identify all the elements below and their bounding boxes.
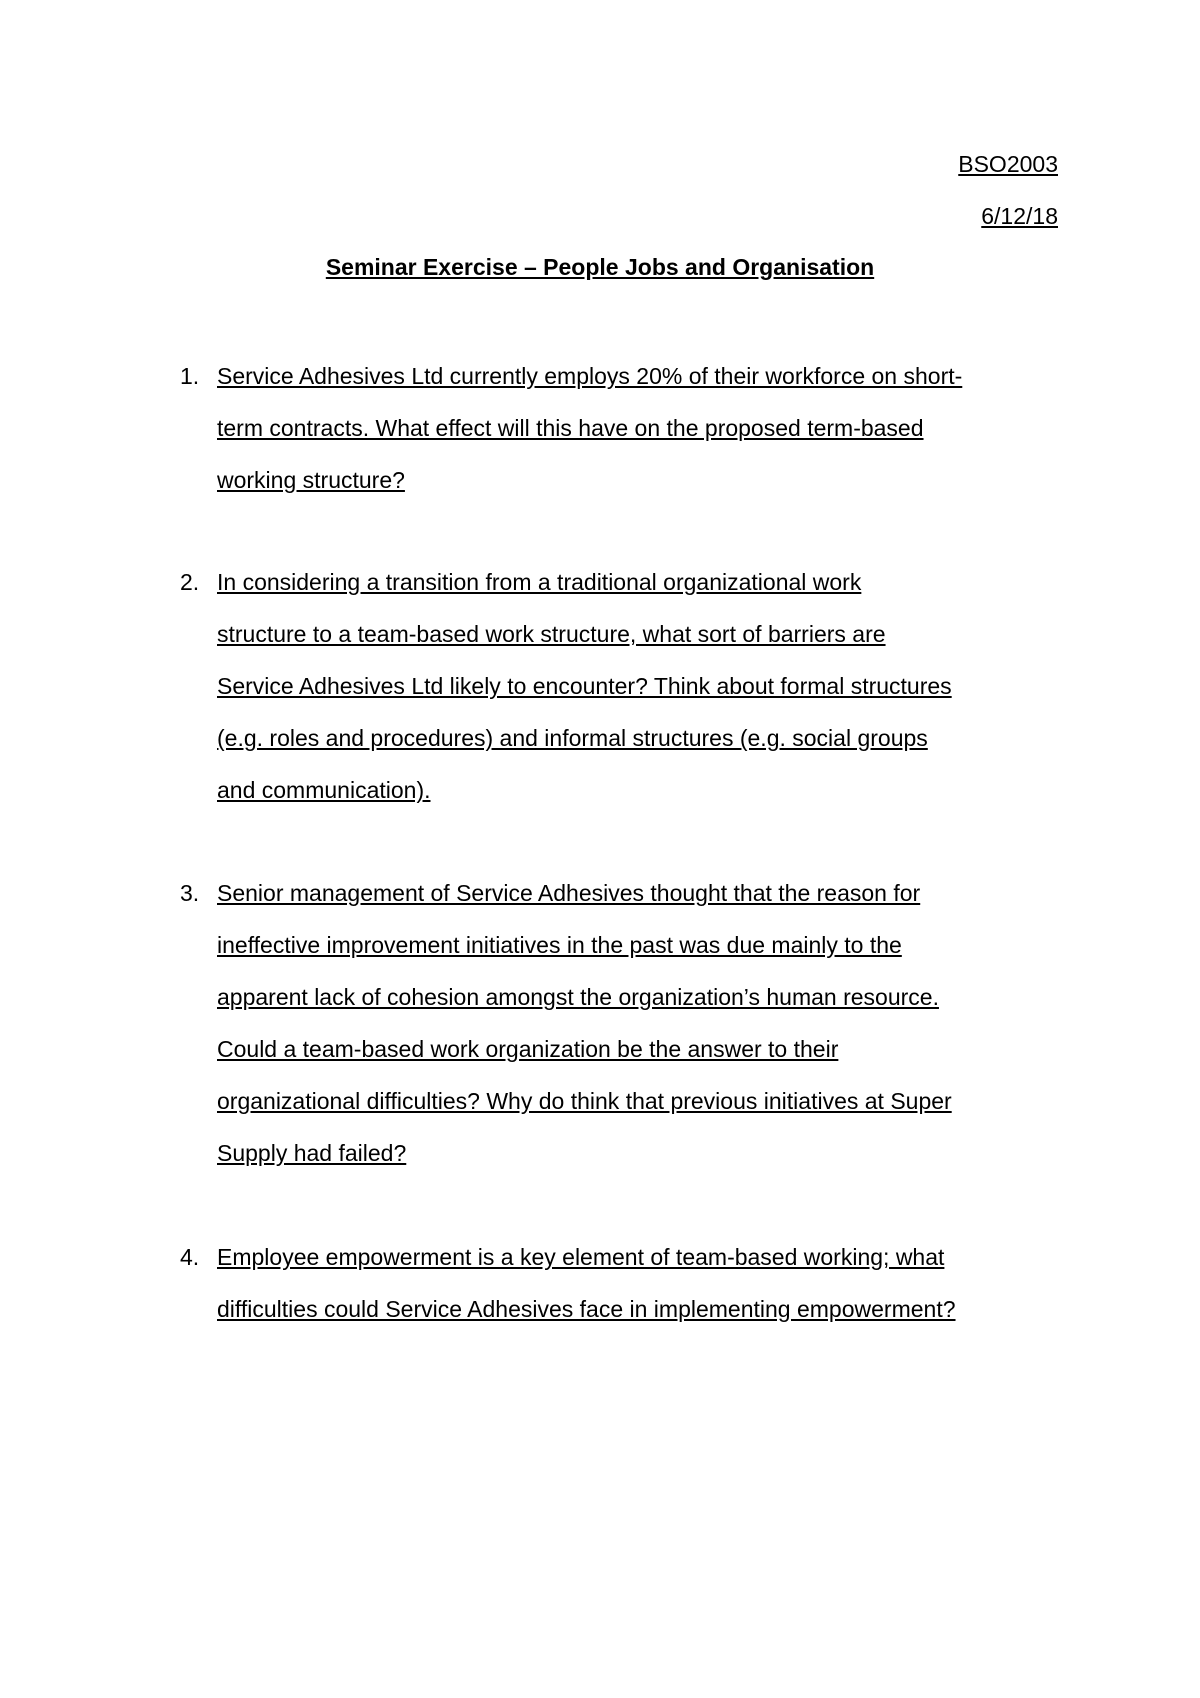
question-1-number: 1. (180, 363, 200, 389)
question-line: organizational difficulties? Why do think that previous initiatives at Super (217, 1088, 952, 1114)
question-line: Employee empowerment is a key element of team-based working; what (217, 1244, 945, 1270)
question-line: working structure? (217, 467, 405, 493)
document-date: 6/12/18 (981, 203, 1058, 229)
question-line: Service Adhesives Ltd likely to encounter? Think about formal structures (217, 673, 952, 699)
course-code: BSO2003 (958, 151, 1058, 177)
question-4-text (217, 1231, 1059, 1335)
question-line: In considering a transition from a traditional organizational work (217, 569, 862, 595)
question-4-number: 4. (180, 1244, 200, 1270)
question-line: ineffective improvement initiatives in the past was due mainly to the (217, 932, 902, 958)
question-line: term contracts. What effect will this have on the proposed term-based (217, 415, 924, 441)
question-line: Could a team-based work organization be the answer to their (217, 1036, 839, 1062)
question-line: and communication). (217, 777, 431, 803)
question-line: Service Adhesives Ltd currently employs 20% of their workforce on short- (217, 363, 963, 389)
question-line: difficulties could Service Adhesives face in implementing empowerment? (217, 1296, 956, 1322)
question-3-number: 3. (180, 880, 200, 906)
question-line: Supply had failed? (217, 1140, 407, 1166)
question-line: (e.g. roles and procedures) and informal structures (e.g. social groups (217, 725, 928, 751)
question-1-text (217, 350, 1059, 506)
question-3-text (217, 867, 1059, 1179)
question-2-number: 2. (180, 569, 200, 595)
question-2-text (217, 556, 1059, 816)
question-line: Senior management of Service Adhesives thought that the reason for (217, 880, 921, 906)
document-title: Seminar Exercise – People Jobs and Organisation (325, 254, 875, 280)
question-line: structure to a team-based work structure, what sort of barriers are (217, 621, 886, 647)
question-line: apparent lack of cohesion amongst the organization’s human resource. (217, 984, 939, 1010)
